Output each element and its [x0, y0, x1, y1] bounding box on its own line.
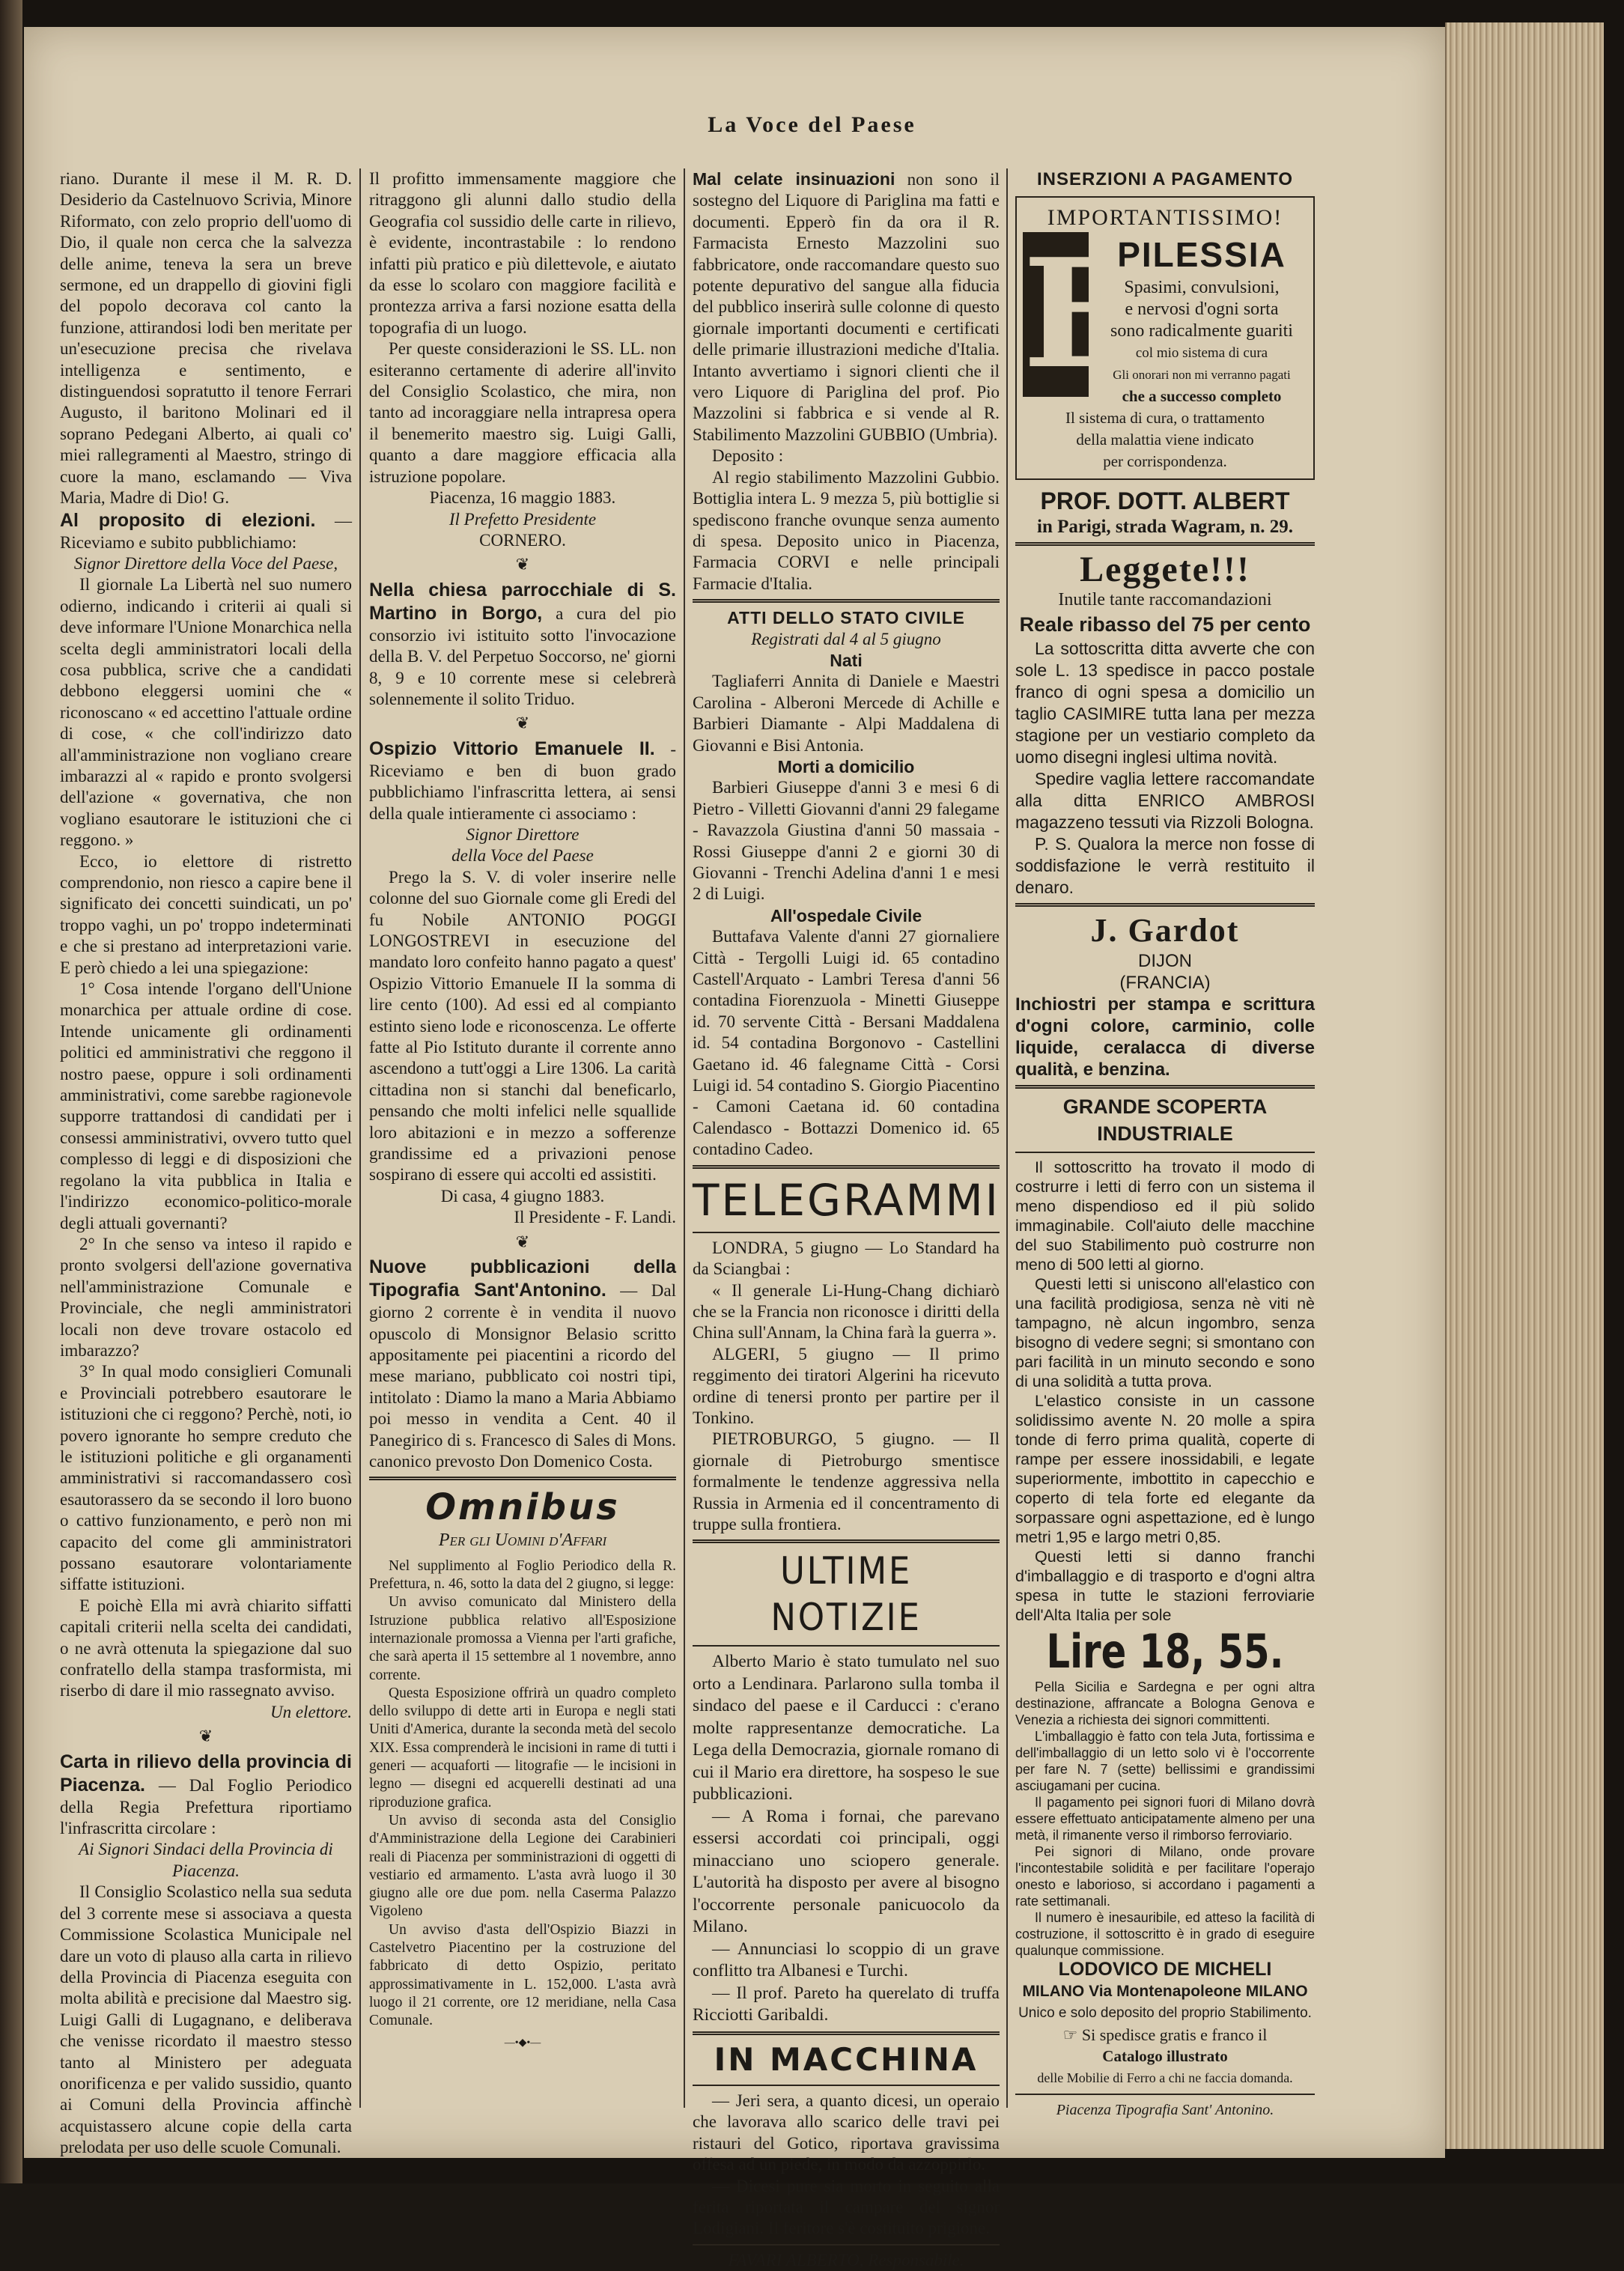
article-text: non sono il sostegno del Liquore di Pariglina ma fatti e documenti. Epperò fin da ora il R. Farmacista Ernesto Mazzolini suo fabbricatore, onde raccomandare questo suo potente depurativo del sangue alla fiducia del pubblico inserirà sulle colonne di questo giornale importanti documenti e certificati delle primarie illustrazioni mediche d'Italia. Intanto avvertiamo i signori clienti che il vero Liquore di Pariglina del prof. Pio Mazzolini si fabbrica e si vende al R. Stabilimento Mazzolini GUBBIO (Umbria).	[693, 170, 1000, 444]
column-4	[1015, 168, 1315, 2118]
double-rule	[693, 2031, 1000, 2035]
ad-line: sono radicalmente guariti	[1110, 321, 1293, 341]
rule	[693, 1645, 1000, 1647]
double-rule	[693, 1165, 1000, 1169]
ornament-icon: ❦	[515, 1232, 530, 1251]
article-text: Per queste considerazioni le SS. LL. non esiteranno certamente di aderire all'invito del Consiglio Scolastico, che mira, non tanto ad incoraggiare nella intrapresa opera il benemerito maestro sig. Luigi Galli, quanto a dare maggiore efficacia alla istruzione popolare.	[369, 339, 676, 486]
ad-line: Gli onorari non mi verranno pagati	[1113, 368, 1291, 382]
registry-text: Buttafava Valente d'anni 27 giornaliere Città - Tergolli Luigi id. 65 contadino Castell'Arquato - Lambri Teresa d'anni 56 contadina Fiorenzuola - Minetti Giuseppe id. 70 servente Città - Bersani Maddalena id. 54 contadina Borgonovo - Castellini Gaetano id. 46 falegname Città - Corsi Luigi id. 54 contadino S. Giorgio Piacentino - Camoni Caetana id. 60 contadina Calendasco - Bottazzi Domenico id. 65 contadino Cadeo.	[693, 927, 1000, 1159]
running-head: La Voce del Paese	[708, 112, 916, 137]
article-text: Il Consiglio Scolastico nella sua seduta del 3 corrente mese si associava a questa Commissione Scolastica Municipale nel dare un voto di plauso alla carta in rilievo della Provincia di Piacenza eseguita con molta abilità e precisione dal Maestro sig. Luigi Galli di Lugagnano, e deliberava che venisse ricordato il maestro stesso tanto al Ministero per adeguata onorificenza e per valido sussidio, quanto ai Comuni della Provincia affinchè acquistassero alcune copie della carta prelodata per uso delle scuole Comunali.	[60, 1882, 352, 2157]
ultime-notizie-heading: ULTIME NOTIZIE	[770, 1549, 922, 1640]
deposit-label: Deposito :	[712, 446, 784, 466]
subsection-heading: Morti a domicilio	[777, 756, 915, 776]
rule	[1015, 2094, 1315, 2095]
ad-line: Spasimi, convulsioni,	[1124, 278, 1280, 297]
in-macchina-heading: IN MACCHINA	[714, 2040, 979, 2078]
omnibus-heading: Omnibus	[425, 1486, 620, 1529]
price: Lire 18, 55.	[1046, 1624, 1284, 1679]
article-text: Il profitto immensamente maggiore che ritraggono gli alunni dallo studio della Geografia col sussidio delle carte in rilievo, è evidente, incontrastabile : lo rendono infatti più pratico e più dilettevole, e aiutato da esse lo scolaro con maggiore facilità e prontezza arriva a farsi nozione esatta della topografia di un luogo.	[369, 169, 676, 337]
column-1	[60, 168, 352, 2157]
ad-text: Pella Sicilia e Sardegna e per ogni altra destinazione, affrancate a Bologna Genova e Venezia a richiesta dei signori committenti.	[1015, 1679, 1315, 1727]
ad-city: DIJON	[1138, 951, 1192, 971]
notice-text: Un avviso di seconda asta del Consiglio d'Amministrazione della Legione dei Carabinieri reali di Piacenza per somministrazioni di oggetti di vestiario ed armamento. L'asta avrà luogo il 30 giugno alle ore due pom. nella Caserma Palazzo Vigoleno	[369, 1812, 676, 1920]
ad-line: Catalogo illustrato	[1102, 2047, 1228, 2065]
article-text: Il giornale La Libertà nel suo numero odierno, indicando i criterii ai quali si deve informare l'Unione Monarchica nella scelta degli amministratori locali della cosa pubblica, scrive che a candidati debbono eleggersi uomini che « riconoscano « ed accettino l'attuale ordine di cose, « che coll'indirizzo dato all'amministrazione non vogliano creare imbarazzi al « rapido e pronto svolgersi dell'azione « governativa, che non vogliano esautorare le istituzioni che ci reggono. »	[60, 575, 352, 850]
column-rule	[1006, 168, 1008, 2108]
responsabile: FAVARI ALBERTO, Responsabile.	[728, 2250, 964, 2270]
notice-text: Un avviso d'asta dell'Ospizio Biazzi in Castelvetro Piacentino per la costruzione del fabbricato di detto Ospizio, peritato approssimativamente in L. 152,000. L'asta avrà luogo il 21 corrente, ore 12 meridiane, nella Casa Comunale.	[369, 1921, 676, 2029]
ornament-icon: ❦	[198, 1727, 213, 1746]
ad-title: J. Gardot	[1090, 912, 1240, 949]
telegram-text: ALGERI, 5 giugno — Il primo reggimento dei tiratori Algerini ha ricevuto ordine di tenersi pronto per partire per il Tonkino.	[693, 1344, 1000, 1427]
ad-text: Questi letti si danno franchi d'imballaggio e di trasporto e d'ogni altra spesa in tutte le stazioni ferroviarie dell'Alta Italia per sole	[1015, 1548, 1315, 1624]
ad-text: L'elastico consiste in un cassone solidissimo avente N. 20 molle a spira tonde di ferro prima qualità, coperte di rampe per essere inossidabili, e legate superiormente, imbottito in capecchio e coperto di tela forte ed elegante da sorpassare ogni aspettazione, ed è lungo metri 1,95 e largo metri 0,85.	[1015, 1392, 1315, 1546]
ad-line: delle Mobilie di Ferro a chi ne faccia domanda.	[1037, 2070, 1293, 2085]
notice-text: Questa Esposizione offrirà un quadro completo dello sviluppo di dette arti in Europa e negli stati Uniti d'America, durante la seconda metà del secolo XIX. Essa comprenderà le incisioni in rame di tutti i generi — acquaforti — litografie — le incisioni in legno — disegni ed acquerelli destinati ad una riproduzione grafica.	[369, 1685, 676, 1811]
ad-text: P. S. Qualora la merce non fosse di soddisfazione le verrà restituito il denaro.	[1015, 834, 1315, 897]
double-rule	[1015, 903, 1315, 907]
article-lead: — Riceviamo e subito pubblichiamo:	[60, 511, 352, 552]
ad-line: che a successo completo	[1122, 387, 1282, 405]
ad-subtitle: Reale ribasso del 75 per cento	[1019, 613, 1311, 636]
article-carta	[60, 1751, 352, 2159]
article-text: — Dal giorno 2 corrente è in vendita il nuovo opuscolo di Monsignor Belasio scritto appositamente pei piacentini a ricordo del mese mariano, pubblicato coi nostri tipi, intitolato : Diamo la mano a Maria Abbiamo poi messo in vendita a Cent. 40 il Panegirico di s. Francesco di Sales di Mons. canonico prevosto Don Domenico Costa.	[369, 1281, 676, 1471]
tail-ornament-icon: —•◆•—	[504, 2037, 541, 2049]
news-text: — Il prof. Pareto ha querelato di truffa Ricciotti Garibaldi.	[693, 1983, 1000, 2025]
article-text: Al regio stabilimento Mazzolini Gubbio. Bottiglia intera L. 9 mezza 5, più bottiglie si spediscono franche ovunque senza aumento di spesa. Deposito unico in Piacenza, Farmacia CORVI e nelle principali Farmacie d'Italia.	[693, 467, 1000, 593]
ad-line: per corrispondenza.	[1103, 452, 1227, 470]
book-page-stack	[1445, 22, 1604, 2149]
rule	[1015, 1152, 1315, 1153]
double-rule	[1015, 542, 1315, 546]
registry-text: Barbieri Giuseppe d'anni 3 e mesi 6 di Pietro - Villetti Giovanni d'anni 29 falegame - Ravazzola Giustina d'anni 50 massaia - Rossi Giuseppe d'anni 2 e giorni 30 di Giovanni - Trenchi Adelina d'anni 1 e mesi 2 di Luigi.	[693, 778, 1000, 904]
article-text: 2° In che senso va inteso il rapido e pronto svolgersi dell'azione governativa nell'amministrazione Comunale e Provinciale, che negli amministratori locali non deve trovare ostacolo ed imbarazzo?	[60, 1234, 352, 1360]
section-heading: INSERZIONI A PAGAMENTO	[1036, 169, 1293, 189]
ad-text: Spedire vaglia lettere raccomandate alla ditta ENRICO AMBROSI magazzeno tessuti via Rizzoli Bologna.	[1015, 769, 1315, 832]
rule	[693, 2244, 1000, 2246]
headline: Ospizio Vittorio Emanuele II.	[369, 738, 655, 759]
salutation: Ai Signori Sindaci della Provincia di Piacenza.	[79, 1840, 333, 1880]
salutation: Signor Direttore della Voce del Paese,	[73, 553, 338, 573]
headline: Nella chiesa parrocchiale di S. Martino in Borgo,	[369, 579, 676, 624]
ad-text: Il sottoscritto ha trovato il modo di costrurre i letti di ferro con un sistema il meno dispendioso ed il più solido immaginabile. Coll'aiuto delle macchine del suo Stabilimento può costrurre non meno di 500 letti al giorno.	[1015, 1158, 1315, 1274]
news-text: — A Roma i fornai, che parevano essersi accordati coi principali, oggi minacciano uno sciopero generale. L'autorità ha disposto per avere al bisogno l'occorrente personale panicuocolo da Milano.	[693, 1806, 1000, 1937]
pointing-hand-icon: ☞	[1062, 2025, 1082, 2044]
salutation: Signor Direttore	[466, 824, 580, 844]
column-2	[369, 168, 676, 2049]
headline: Al proposito di elezioni.	[60, 509, 316, 531]
section-subheading: Registrati dal 4 al 5 giugno	[751, 629, 941, 648]
article-elezioni	[60, 509, 352, 1724]
dateline: Di casa, 4 giugno 1883.	[440, 1186, 605, 1206]
article-text: 3° In qual modo consiglieri Comunali e Provinciali potrebbero esautorare le istituzioni che ci reggono? Perchè, noti, io povero ignorante ho sempre creduto che le istituzioni politiche e gli organamenti amministrativi si raccomandassero così esautorassero da se secondo il loro buono o cattivo funzionamento, e però non mi capacito del come gli amministratori possano esautorare volontariamente siffatte istituzioni.	[60, 1362, 352, 1594]
ad-name: PROF. DOTT. ALBERT	[1040, 487, 1290, 514]
ad-text: La sottoscritta ditta avverte che con sole L. 13 spedisce in pacco postale franco di ogni spesa a domicilio un taglio CASIMIRE tutta lana per mezza stagione per un vestiario completo da uomo disegni inglesi ultima novità.	[1015, 639, 1315, 767]
section-heading: ATTI DELLO STATO CIVILE	[727, 608, 965, 628]
notice-text: Un avviso comunicato dal Ministero della Istruzione pubblica relativo all'Esposizione internazionale promossa a Vienna per l'arti grafiche, che sarà aperta il 15 settembre al 1 novembre, anno corrente.	[369, 1594, 676, 1683]
headline: Carta in rilievo della provincia di Piacenza.	[60, 1751, 352, 1796]
article-text: 1° Cosa intende l'organo dell'Unione monarchica per attuale ordine di cose. Intende unicamente gli ordinamenti politici ed amministrativi che reggono il nostro paese, oppure i soli ordinamenti amministrativi, come sarebbe ragionevole supporre trattandosi di candidati per i consessi amministrativi, ovvero tutto quel complesso di leggi e di disposizioni che regolano la vita pubblica in Italia e l'indirizzo economico-politico-morale degli attuali governanti?	[60, 979, 352, 1232]
signature: Un elettore.	[270, 1702, 352, 1721]
ad-line: col mio sistema di cura	[1135, 345, 1268, 361]
rule	[693, 2085, 1000, 2086]
rule	[693, 1232, 1000, 1233]
signatory-title: Il Prefetto Presidente	[448, 509, 597, 529]
ad-text: Il pagamento pei signori fuori di Milano dovrà essere effettuato anticipatamente almeno per una metà, il rimanente verso il rimborso ferroviario.	[1015, 1795, 1315, 1843]
article-lead: — Dal Foglio Periodico della Regia Prefettura riportiamo l'infrascritta circolare :	[60, 1775, 352, 1838]
notice-text: Nel supplimento al Foglio Periodico della R. Prefettura, n. 46, sotto la data del 2 giugno, si legge:	[369, 1557, 676, 1593]
drop-cap: E	[1023, 226, 1137, 402]
article-text: riano. Durante il mese il M. R. D. Desiderio da Castelnuovo Scrivia, Minore Riformato, con zelo proprio dell'uomo di Dio, il quale non cerca che la salvezza delle anime, teneva la sera un breve sermone, ed un drappello di giovini figli del popolo decorava col canto la funzione, attirandosi lodi ben meritate per un'esecuzione precisa che rivelava intelligenza e sentimento, e distinguendosi sopratutto il tenore Ferrari Augusto, il baritono Molinari ed il soprano Pedegani Alberto, ai quali co' miei rallegramenti al Maestro, stringo di cuore la mano, esclamando — Viva Maria, Madre di Dio! G.	[60, 169, 352, 508]
headline: Nuove pubblicazioni della Tipografia Sant'Antonino.	[369, 1256, 676, 1301]
double-rule	[693, 1539, 1000, 1543]
registry-text: Tagliaferri Annita di Daniele e Maestri Carolina - Alberoni Mercede di Achille e Barbieri Diamante - Alpi Maddalena di Giovanni e Bisi Antonia.	[693, 672, 1000, 755]
ornament-icon: ❦	[515, 714, 530, 733]
article-text: a cura del pio consorzio ivi istituito sotto l'invocazione della B. V. del Perpetuo Soccorso, ne' giorni 8, 9 e 10 corrente mese si celebrerà solennemente il solito Triduo.	[369, 604, 676, 708]
telegram-text: LONDRA, 5 giugno — Lo Standard ha da Sciangbai :	[693, 1238, 1000, 1279]
article-lead: - Riceviamo e ben di buon grado pubblichiamo l'infrascritta lettera, ai sensi della quale intieramente ci associamo :	[369, 739, 676, 823]
column-rule	[684, 168, 685, 2108]
ad-text: Questi letti si uniscono all'elastico con una facilità prodigiosa, senza nè viti nè tampagno, nè alcun ingombro, senza bisogno di vedere segni; si smontano con pari facilità in un minuto secondo e sono di una solidità a tutta prova.	[1015, 1275, 1315, 1390]
ad-line: Unico e solo deposito del proprio Stabilimento.	[1018, 2005, 1312, 2021]
imprint: Piacenza Tipografia Sant' Antonino.	[1056, 2102, 1274, 2118]
ad-line: della malattia viene indicato	[1076, 431, 1254, 449]
dateline: Piacenza, 16 maggio 1883.	[429, 488, 616, 508]
ad-text: Pei signori di Milano, onde provare l'incontestabile solidità e per facilitare l'operajo onesto e laborioso, si accordano i pagamenti a rate settimanali.	[1015, 1844, 1315, 1909]
ad-line: Inutile tante raccomandazioni	[1058, 590, 1272, 609]
signatory: Il Presidente - F. Landi.	[514, 1208, 676, 1227]
double-rule	[693, 599, 1000, 603]
ad-title: GRANDE SCOPERTA INDUSTRIALE	[1062, 1095, 1268, 1145]
ad-text: Il numero è inesauribile, ed atteso la facilità di costruzione, il sottoscritto è in grado di eseguire qualunque commissione.	[1015, 1910, 1315, 1958]
omnibus-subheading: Per gli Uomini d'Affari	[438, 1530, 607, 1551]
ad-text: L'imballaggio è fatto con tela Juta, fortissima e dell'imballaggio di un letto solo vi è l'occorrente per fare N. 7 (sette) bellissimi e grandissimi asciugamani per cucina.	[1015, 1729, 1315, 1793]
telegrammi-heading: TELEGRAMMI	[693, 1174, 1000, 1226]
ornament-icon: ❦	[515, 555, 530, 574]
ad-line: Il sistema di cura, o trattamento	[1065, 409, 1265, 427]
ad-text: Inchiostri per stampa e scrittura d'ogni colore, carminio, colle liquide, ceralacca di diverse qualità, e benzina.	[1015, 994, 1315, 1080]
news-text: Alberto Mario è stato tumulato nel suo orto a Lendinara. Parlarono sulla tomba il sindaco del paese e il Carducci : c'erano molte rappresentanze democratiche. La Lega della Democrazia, giornale romano di cui il Mario era direttore, ha sospeso le sue pubblicazioni.	[693, 1652, 1000, 1805]
double-rule	[1015, 1085, 1315, 1089]
ad-address: in Parigi, strada Wagram, n. 29.	[1037, 517, 1293, 537]
headline: Mal celate insinuazioni	[693, 169, 895, 189]
ad-kicker: IMPORTANTISSIMO!	[1047, 205, 1283, 230]
ad-address: MILANO Via Montenapoleone MILANO	[1022, 1983, 1308, 2000]
news-text: — Dicesi pure sia morto in seguito alla ferita riportata il campare del signor Lodigiani. Il feritore s'è costituito prigione.	[693, 2176, 1000, 2238]
telegram-text: PIETROBURGO, 5 giugno. — Il giornale di Pietroburgo smentisce formalmente le tendenze aggressiva nella Russia in Armenia ed il concentramento di truppe sulla frontiera.	[693, 1429, 1000, 1533]
double-rule	[369, 1477, 676, 1480]
salutation: della Voce del Paese	[451, 846, 594, 866]
subsection-heading: Nati	[830, 650, 863, 670]
article-text: Prego la S. V. di voler inserire nelle colonne del suo Giornale come gli Eredi del fu Nobile ANTONIO POGGI LONGOSTREVI in esecuzione del mandato loro confeito hanno pagato a quest' Ospizio Vittorio Emanuele II la somma di lire cento (100). Ad essi ed al compianto estinto sieno lode e riconoscenza. Le offerte fatte al Pio Istituto durante il corrente anno ascendono a tutt'oggi a Lire 1306. La carità cittadina non si stanchi dal beneficarlo, pensando che molti infelici nelle squallide loro abitazioni e in mezzo a sofferenze grandissime ed a privazioni penose sospirano di essere qui accolti ed assistiti.	[369, 867, 676, 1185]
ad-title: PILESSIA	[1117, 235, 1286, 274]
news-text: — Annunciasi lo scoppio di un grave conflitto tra Albanesi e Turchi.	[693, 1939, 1000, 1981]
left-page-edge	[0, 0, 22, 2183]
ad-line: Si spedisce gratis e franco il	[1081, 2025, 1268, 2044]
ad-line: e nervosi d'ogni sorta	[1125, 300, 1279, 319]
column-3	[693, 168, 1000, 2270]
news-text: — Jeri sera, a quanto dicesi, un operaio che lavorava allo scarico delle travi pei ristauri del Gotico, riportava gravissima offesa ad un piede, in modo da azzoppirlo.	[693, 2091, 1000, 2174]
signatory: CORNERO.	[479, 530, 566, 550]
ad-name: LODOVICO DE MICHELI	[1058, 1959, 1272, 1980]
column-rule	[359, 168, 361, 2108]
epilessia-ad	[1015, 196, 1315, 480]
ad-title: Leggete!!!	[1080, 550, 1250, 589]
article-text: Ecco, io elettore di ristretto comprendonio, non riesco a capire bene il significato dei concetti suindicati, un po' troppo vaghi, un po' troppo indeterminati e che si prestano ad interpretazioni varie. E però chiedo a lei una spiegazione:	[60, 851, 352, 977]
telegram-text: « Il generale Li-Hung-Chang dichiarò che se la Francia non riconosce i diritti della China sull'Annam, la China farà la guerra ».	[693, 1280, 1000, 1343]
article-text: E poichè Ella mi avrà chiarito siffatti capitali criterii nella scelta dei candidati, o ne avrà ottenuta la spiegazione dal suo confratello della stampa trasformista, mi riserbo di dare il mio rassegnato avviso.	[60, 1596, 352, 1700]
subsection-heading: All'ospedale Civile	[770, 905, 922, 925]
ad-country: (FRANCIA)	[1119, 973, 1211, 993]
